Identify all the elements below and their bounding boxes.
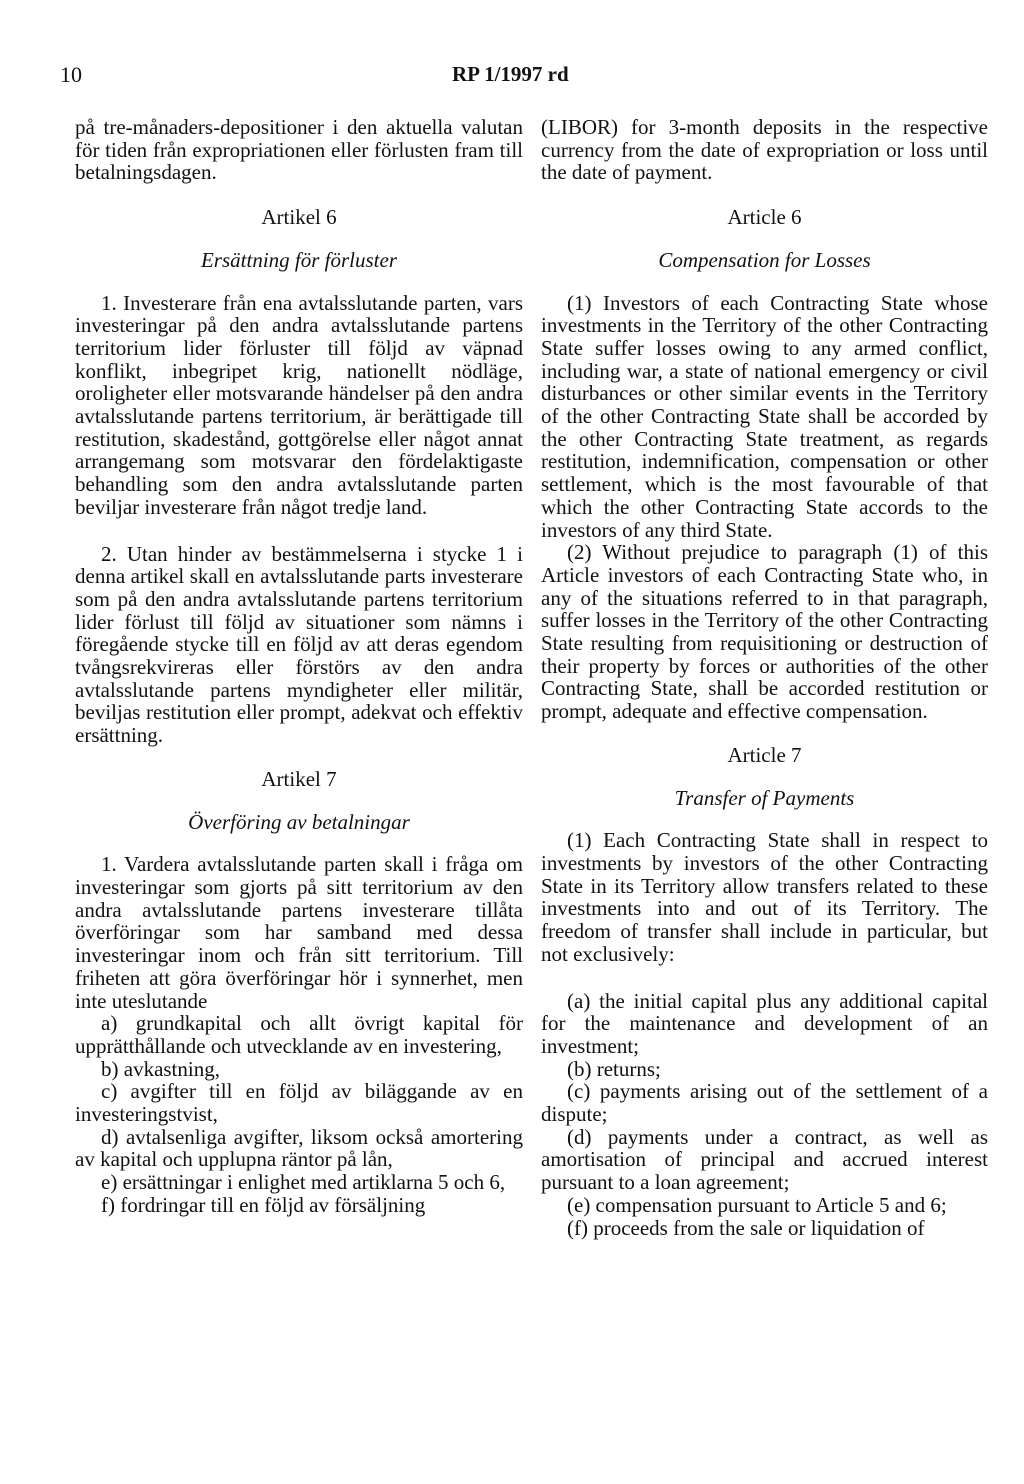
running-title: RP 1/1997 rd bbox=[452, 62, 569, 86]
sv-article-6-subtitle: Ersättning för förluster bbox=[200, 247, 398, 272]
sv-intro-paragraph: på tre-månaders-depositioner i den aktuella valutan för tiden från expropriationen eller förlusten fram till betalningsdagen. bbox=[75, 115, 523, 185]
page-number: 10 bbox=[60, 62, 82, 87]
en-article-7-title: Article 7 bbox=[727, 742, 802, 767]
en-article-6-paragraph-1: (1) Investors of each Contracting State whose investments in the Territory of the other Contracting State suffer losses owing to any armed conflict, including war, a state of national emergency or civil disturbances or other similar events in the Territory of the other Contracting State shall be accorded by the other Contracting State treatment, as regards restitution, indemnification, compensation or other settlement, which is the most favourable of that which the other Contracting State accords to the investors of any third State. bbox=[541, 290, 988, 542]
sv-list-item-e: e) ersättningar i enlighet med artiklarna 5 och 6, bbox=[101, 1170, 506, 1195]
sv-article-7-paragraph-1: 1. Vardera avtalsslutande parten skall i fråga om investeringar som gjorts på sitt territorium av den andra avtalsslutande partens investerare tillåta överföringar som har samband med dessa investeringar inom och från sitt territorium. Till friheten att göra överföringar hör i synnerhet, men inte uteslutande bbox=[75, 852, 523, 1013]
en-list-item-c: (c) payments arising out of the settlement of a dispute; bbox=[541, 1079, 988, 1127]
en-article-6-paragraph-2: (2) Without prejudice to paragraph (1) of this Article investors of each Contracting State who, in any of the situations referred to in that paragraph, suffer losses in the Territory of the other Contracting State resulting from requisitioning or destruction of their property by forces or authorities of the other Contracting State, shall be accorded restitution or prompt, adequate and effective compensation. bbox=[541, 540, 988, 724]
en-article-6-title: Article 6 bbox=[727, 205, 802, 230]
sv-list-item-d: d) avtalsenliga avgifter, liksom också amortering av kapital och upplupna räntor på lån, bbox=[75, 1124, 523, 1172]
en-list-item-d: (d) payments under a contract, as well as amortisation of principal and accrued interest pursuant to a loan agreement; bbox=[541, 1124, 988, 1195]
en-list-item-e: (e) compensation pursuant to Article 5 and 6; bbox=[567, 1192, 947, 1217]
en-article-6-subtitle: Compensation for Losses bbox=[658, 247, 871, 272]
sv-list-item-f: f) fordringar till en följd av försäljning bbox=[101, 1192, 426, 1217]
sv-list-item-c: c) avgifter till en följd av biläggande av en investeringstvist, bbox=[75, 1079, 523, 1127]
sv-article-7-title: Artikel 7 bbox=[261, 766, 337, 791]
en-list-item-a: (a) the initial capital plus any additional capital for the maintenance and development of an investment; bbox=[541, 988, 988, 1058]
sv-article-7-subtitle: Överföring av betalningar bbox=[188, 809, 410, 834]
sv-article-6-title: Artikel 6 bbox=[261, 205, 337, 230]
english-column bbox=[541, 116, 988, 1239]
en-list-item-b: (b) returns; bbox=[567, 1056, 661, 1081]
en-article-7-subtitle: Transfer of Payments bbox=[674, 785, 855, 810]
en-intro-paragraph: (LIBOR) for 3-month deposits in the respective currency from the date of expropriation or loss until the date of payment. bbox=[541, 115, 988, 185]
swedish-column bbox=[75, 116, 523, 1217]
sv-list-item-b: b) avkastning, bbox=[101, 1056, 220, 1081]
sv-article-6-paragraph-2: 2. Utan hinder av bestämmelserna i stycke 1 i denna artikel skall en avtalsslutande parts investerare som på den andra avtalsslutande partens territorium lider förlust till följd av situationer som nämns i föregående stycke till en följd av att deras egendom tvångsrekvireras eller förstörs av den andra avtalsslutande partens myndigheter eller militär, beviljas restitution eller prompt, adekvat och effektiv ersättning. bbox=[75, 541, 523, 748]
en-article-7-paragraph-1: (1) Each Contracting State shall in respect to investments by investors of the other Contracting State in its Territory allow transfers related to these investments into and out of its Territory. The freedom of transfer shall include in particular, but not exclusively: bbox=[541, 828, 988, 966]
en-list-item-f: (f) proceeds from the sale or liquidation of bbox=[567, 1215, 925, 1240]
sv-list-item-a: a) grundkapital och allt övrigt kapital för upprätthållande och utvecklande av en investering, bbox=[75, 1011, 523, 1058]
sv-article-6-paragraph-1: 1. Investerare från ena avtalsslutande parten, vars investeringar på den andra avtalsslutande partens territorium lider förluster till följd av väpnad konflikt, inbegripet krig, nationellt nödläge, oroligheter eller motsvarande händelser på den andra avtalsslutande partens territorium, är berättigade till restitution, skadestånd, gottgörelse eller något annat arrangemang som motsvarar den fördelaktigaste behandling som den andra avtalsslutande parten beviljar investerare från något tredje land. bbox=[75, 290, 523, 519]
